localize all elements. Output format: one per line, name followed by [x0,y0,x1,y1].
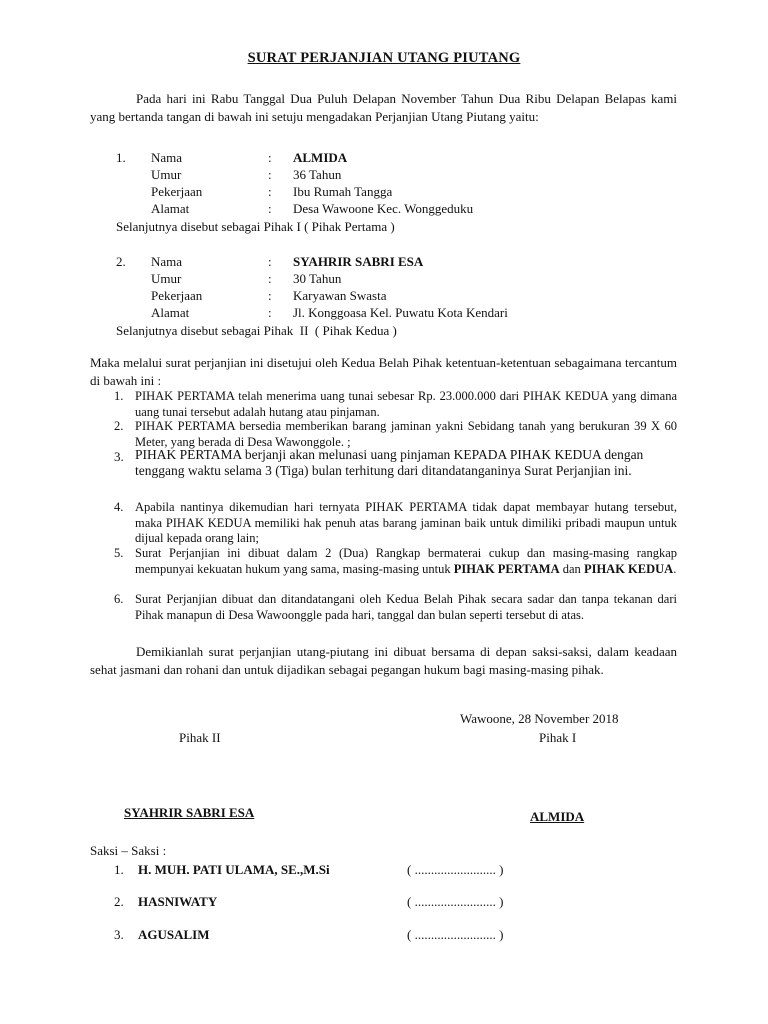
party-1-label-age: Umur [151,167,182,182]
signature-name-left: SYAHRIR SABRI ESA [124,805,255,820]
witness-number: 1. [114,862,124,877]
witness-signature-line: ( ......................... ) [407,927,504,942]
party-1-job: Ibu Rumah Tangga [293,184,393,199]
party-1-age: 36 Tahun [293,167,342,182]
witness-name: H. MUH. PATI ULAMA, SE.,M.Si [138,862,330,877]
colon: : [268,167,272,182]
party-1-label-address: Alamat [151,201,190,216]
colon: : [268,201,272,216]
clause-5-pihak-pertama: PIHAK PERTAMA [453,561,560,576]
clause-5-text: Surat Perjanjian ini dibuat dalam 2 (Dua) Rangkap bermaterai cukup dan masing-masing rangkap mempunyai kekuatan hukum yang sama, masing-masing untuk [135,546,677,576]
clause-1: PIHAK PERTAMA telah menerima uang tunai sebesar Rp. 23.000.000 dari PIHAK KEDUA yang dimana uang tunai tersebut adalah hutang atau pinjaman. [135,389,677,419]
colon: : [268,305,272,320]
clause-number: 5. [114,546,124,560]
document-title: SURAT PERJANJIAN UTANG PIUTANG [247,50,521,66]
signature-label-right: Pihak I [539,730,577,745]
party-2-designation: Selanjutnya disebut sebagai Pihak II ( Pihak Kedua ) [116,323,397,338]
party-1-designation: Selanjutnya disebut sebagai Pihak I ( Pihak Pertama ) [116,219,395,234]
clause-3: PIHAK PERTAMA berjanji akan melunasi uang pinjaman KEPADA PIHAK KEDUA dengan tenggang waktu selama 3 (Tiga) bulan terhitung dari ditandatanganinya Surat Perjanjian ini. [135,447,644,478]
clause-5 [135,546,677,577]
clause-number: 3. [114,449,124,464]
witness-signature-line: ( ......................... ) [407,862,504,877]
clause-5-and: dan [559,561,584,576]
clause-number: 1. [114,389,124,403]
signature-name-right: ALMIDA [530,809,585,824]
clause-number: 4. [114,500,124,514]
colon: : [268,150,272,165]
clause-5-end: . [673,561,677,576]
colon: : [268,254,272,269]
clause-4: Apabila nantinya dikemudian hari ternyata PIHAK PERTAMA tidak dapat membayar hutang tersebut, maka PIHAK KEDUA memiliki hak penuh atas barang jaminan baik untuk dimiliki pribadi maupun untuk dijual kepada orang lain; [135,500,677,545]
party-2-label-name: Nama [151,254,183,269]
clause-6: Surat Perjanjian dibuat dan ditandatangani oleh Kedua Belah Pihak secara sadar dan tanpa tekanan dari Pihak manapun di Desa Wawoonggle pada hari, tanggal dan bulan seperti tersebut di atas. [135,592,677,622]
party-1-name: ALMIDA [293,150,348,165]
colon: : [268,271,272,286]
party-2-label-age: Umur [151,271,182,286]
witness-number: 3. [114,927,124,942]
party-1-label-job: Pekerjaan [151,184,203,199]
clause-number: 6. [114,592,124,606]
party-1-address: Desa Wawoone Kec. Wonggeduku [293,201,474,216]
party-2-number: 2. [116,254,126,269]
clause-number: 2. [114,419,124,433]
terms-intro: Maka melalui surat perjanjian ini disetujui oleh Kedua Belah Pihak ketentuan-ketentuan sebagaimana tercantum di bawah ini : [90,355,677,388]
party-1-number: 1. [116,150,126,165]
party-1-label-name: Nama [151,150,183,165]
witness-heading: Saksi – Saksi : [90,843,167,858]
clause-5-pihak-kedua: PIHAK KEDUA [583,561,674,576]
colon: : [268,184,272,199]
closing-paragraph: Demikianlah surat perjanjian utang-piutang ini dibuat bersama di depan saksi-saksi, dalam keadaan sehat jasmani dan rohani dan untuk dijadikan sebagai pegangan hukum bagi masing-masing pihak. [90,644,677,677]
party-2-label-address: Alamat [151,305,190,320]
colon: : [268,288,272,303]
witness-name: HASNIWATY [138,894,218,909]
signature-label-left: Pihak II [179,730,221,745]
clause-2: PIHAK PERTAMA bersedia memberikan barang jaminan yakni Sebidang tanah yang berukuran 39 X 60 Meter, yang berada di Desa Wawonggole. ; [135,419,677,449]
party-2-address: Jl. Konggoasa Kel. Puwatu Kota Kendari [293,305,508,320]
witness-number: 2. [114,894,124,909]
party-2-job: Karyawan Swasta [293,288,387,303]
witness-signature-line: ( ......................... ) [407,894,504,909]
party-2-label-job: Pekerjaan [151,288,203,303]
party-2-name: SYAHRIR SABRI ESA [293,254,424,269]
place-date: Wawoone, 28 November 2018 [460,711,619,726]
opening-paragraph: Pada hari ini Rabu Tanggal Dua Puluh Delapan November Tahun Dua Ribu Delapan Belapas kami yang bertanda tangan di bawah ini setuju mengadakan Perjanjian Utang Piutang yaitu: [90,91,677,124]
witness-name: AGUSALIM [138,927,210,942]
party-2-age: 30 Tahun [293,271,342,286]
